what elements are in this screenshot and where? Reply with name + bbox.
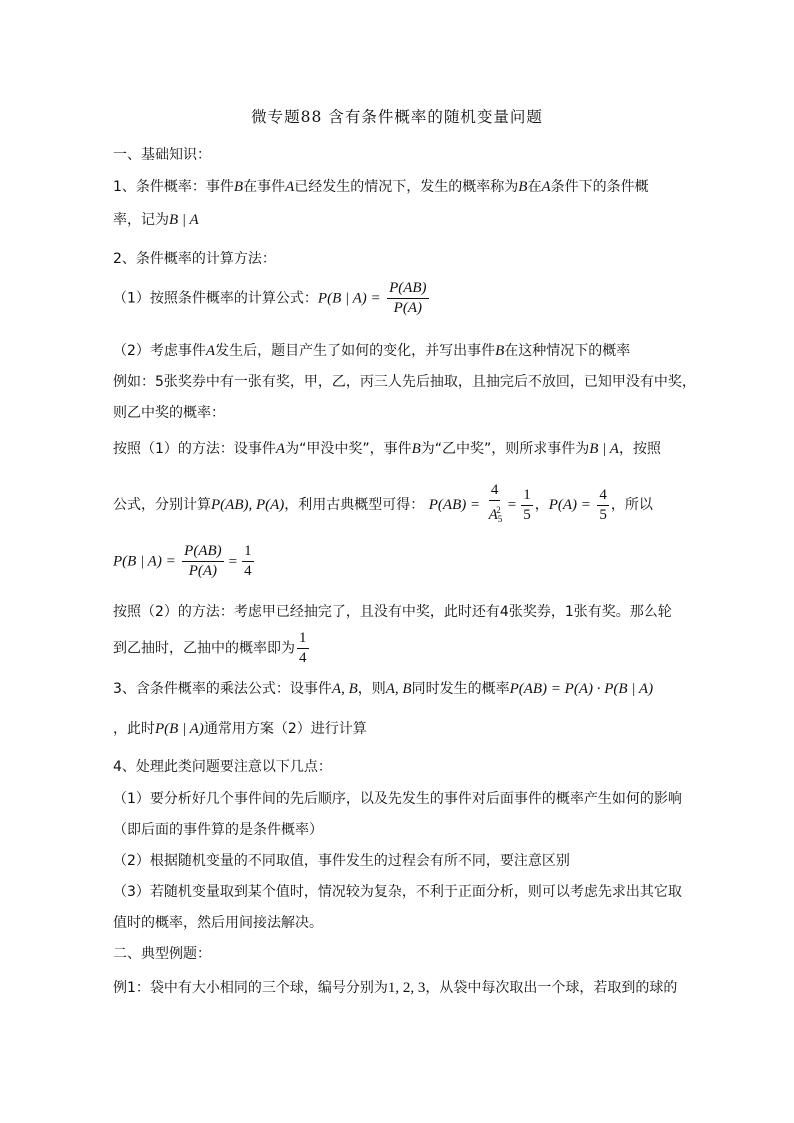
fraction: $\frac{4}{5}$: [599, 486, 607, 523]
page-title: 微专题88 含有条件概率的随机变量问题: [251, 108, 543, 126]
fraction: $\frac{P(AB)}{P(A)}$: [184, 543, 222, 579]
paragraph-line: 例1：袋中有大小相同的三个球，编号分别为1, 2, 3，从袋中每次取出一个球，若取到的球的: [113, 980, 678, 996]
paragraph-line: 按照（1）的方法：设事件A为“甲没中奖”，事件B为“乙中奖”，则所求事件为B | A，按照: [113, 441, 661, 457]
paragraph-line: （1）要分析好几个事件间的先后顺序，以及先发生的事件对后面事件的概率产生如何的影响: [113, 791, 682, 807]
paragraph-line: 2、条件概率的计算方法：: [113, 251, 276, 267]
paragraph-line: 1、条件概率：事件B在事件A已经发生的情况下，发生的概率称为B在A条件下的条件概: [113, 179, 649, 195]
paragraph-line: （3）若随机变量取到某个值时，情况较为复杂，不利于正面分析，则可以考虑先求出其它取: [113, 884, 682, 900]
paragraph-line: 则乙中奖的概率：: [113, 405, 225, 421]
paragraph-line: 值时的概率，然后用间接法解决。: [113, 915, 323, 931]
formula-line: P(B | A) = $\frac{P(AB)}{P(A)}$ = $\frac{1}{4}$: [113, 543, 252, 579]
formula-line: 公式，分别计算P(AB), P(A)，利用古典概型可得： P(AB) = $\frac{4}{A_5^2}$ = $\frac{1}{5}$ ，P(A) = $\frac{4}{5}$ ，所以: [113, 482, 653, 528]
paragraph-line: （2）根据随机变量的不同取值，事件发生的过程会有所不同，要注意区别: [113, 853, 570, 869]
paragraph-line: 3、含条件概率的乘法公式：设事件A, B，则A, B同时发生的概率P(AB) = P(A) · P(B | A): [113, 681, 654, 697]
formula-line: 到乙抽时，乙抽中的概率即为 $\frac{1}{4}$: [113, 630, 307, 666]
paragraph-line: （2）考虑事件A发生后，题目产生了如何的变化，并写出事件B在这种情况下的概率: [113, 343, 631, 359]
section-heading-examples: 二、典型例题：: [113, 946, 211, 962]
paragraph-line: （即后面的事件算的是条件概率）: [113, 822, 323, 838]
fraction: $\frac{1}{4}$: [244, 543, 252, 579]
fraction: $\frac{P(AB)}{P(A)}$: [389, 280, 427, 316]
paragraph-line: 例如：5张奖券中有一张有奖，甲，乙，丙三人先后抽取，且抽完后不放回，已知甲没有中奖，: [113, 374, 696, 390]
formula-line: （1）按照条件概率的计算公式：P(B | A) = $\frac{P(AB)}{P(A)}$: [113, 280, 427, 316]
fraction: $\frac{4}{A_5^2}$: [488, 482, 503, 524]
section-heading-basics: 一、基础知识：: [113, 147, 211, 163]
paragraph-line: ，此时P(B | A)通常用方案（2）进行计算: [113, 721, 367, 737]
fraction: $\frac{1}{4}$: [299, 630, 307, 666]
paragraph-line: 率，记为B | A: [113, 212, 199, 228]
paragraph-line: 按照（2）的方法：考虑甲已经抽完了，且没有中奖，此时还有4张奖券，1张有奖。那么轮: [113, 604, 672, 620]
paragraph-line: 4、处理此类问题要注意以下几点：: [113, 759, 332, 775]
fraction: $\frac{1}{5}$: [523, 486, 531, 523]
